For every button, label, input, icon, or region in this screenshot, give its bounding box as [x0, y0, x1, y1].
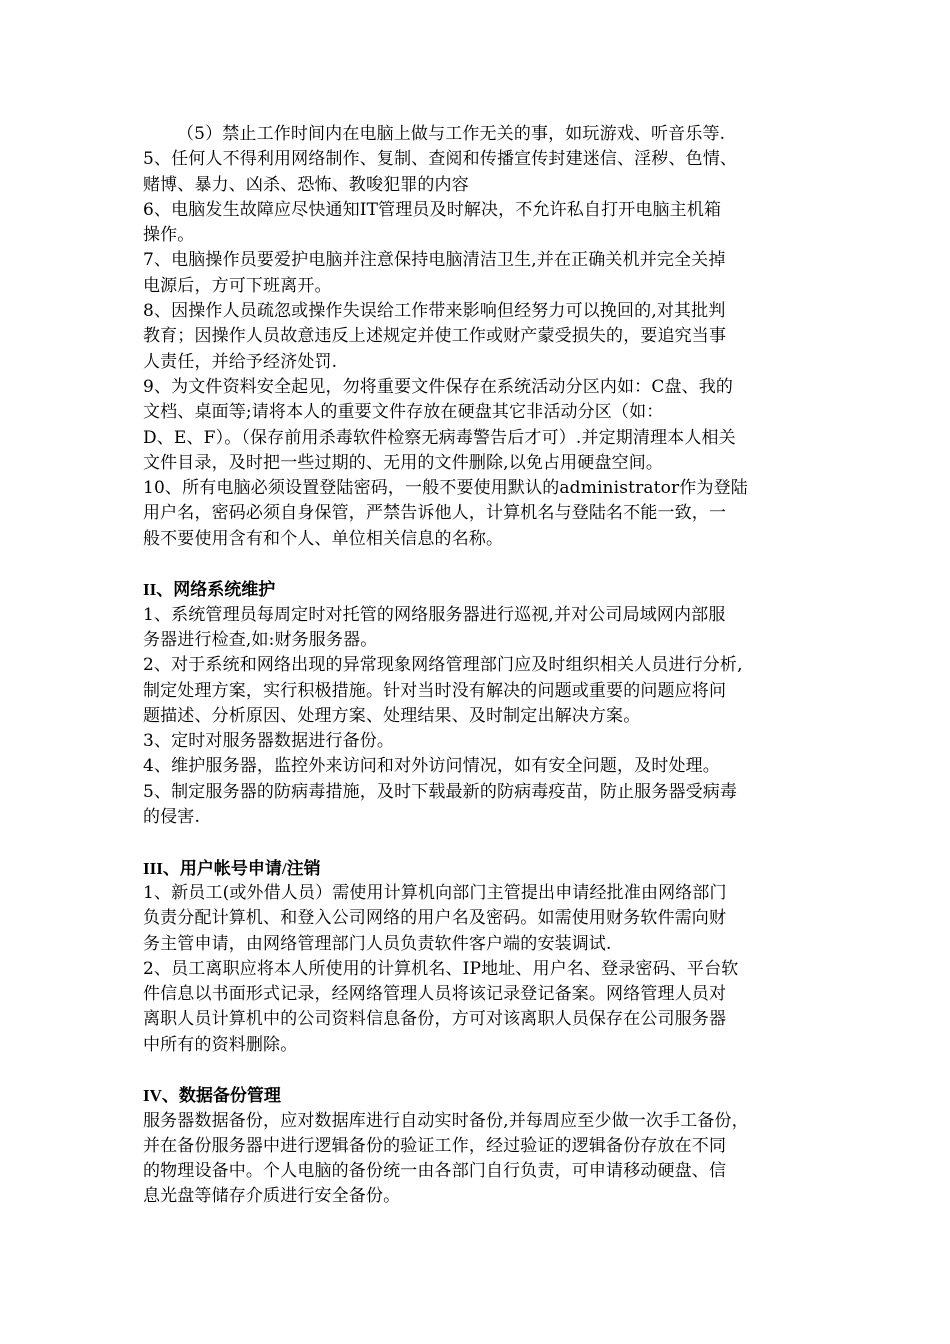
text-line: 中所有的资料删除。 [143, 1034, 298, 1055]
text-line: 人责任，并给予经济处罚. [143, 351, 338, 372]
document-page [143, 122, 813, 1210]
text-line: 10、所有电脑必须设置登陆密码，一般不要使用默认的administrator作为登陆 [143, 478, 748, 499]
text-line: 务器进行检查,如:财务服务器。 [143, 629, 378, 650]
text-line: 题描述、分析原因、处理方案、处理结果、及时制定出解决方案。 [143, 705, 641, 726]
text-line: 5、任何人不得利用网络制作、复制、查阅和传播宣传封建迷信、淫秽、色情、 [143, 149, 738, 170]
text-line: 赌博、暴力、凶杀、恐怖、教唆犯罪的内容 [143, 174, 469, 195]
section-heading: IV、数据备份管理 [143, 1086, 281, 1106]
section-data-backup [143, 1083, 813, 1209]
text-line: 教育；因操作人员故意违反上述规定并使工作或财产蒙受损失的，要追究当事 [143, 326, 727, 347]
text-line: 2、员工离职应将本人所使用的计算机名、IP地址、用户名、登录密码、平台软 [143, 958, 739, 979]
text-line: 3、定时对服务器数据进行备份。 [143, 731, 395, 752]
text-line: 息光盘等储存介质进行安全备份。 [143, 1186, 401, 1207]
text-line: 负责分配计算机、和登入公司网络的用户名及密码。如需使用财务软件需向财 [143, 908, 727, 929]
text-line: 电源后，方可下班离开。 [143, 275, 332, 296]
text-line: 并在备份服务器中进行逻辑备份的验证工作，经过验证的逻辑备份存放在不同 [143, 1135, 727, 1156]
text-line: 6、电脑发生故障应尽快通知IT管理员及时解决，不允许私自打开电脑主机箱 [143, 199, 722, 220]
text-line: 制定处理方案，实行积极措施。针对当时没有解决的问题或重要的问题应将问 [143, 680, 727, 701]
text-line: 5、制定服务器的防病毒措施，及时下载最新的防病毒疫苗，防止服务器受病毒 [143, 781, 738, 802]
text-line: 务主管申请，由网络管理部门人员负责软件客户端的安装调试. [143, 933, 612, 954]
text-line: 1、新员工(或外借人员）需使用计算机向部门主管提出申请经批准由网络部门 [143, 882, 727, 903]
text-line: 4、维护服务器，监控外来访问和对外访问情况，如有安全问题，及时处理。 [143, 756, 720, 777]
text-line: 用户名，密码必须自身保管，严禁告诉他人，计算机名与登陆名不能一致，一 [143, 503, 727, 524]
text-line: 操作。 [143, 225, 195, 246]
paragraph-spacer [143, 1058, 813, 1083]
text-line: （5）禁止工作时间内在电脑上做与工作无关的事，如玩游戏、听音乐等. [177, 124, 726, 144]
text-line: 1、系统管理员每周定时对托管的网络服务器进行巡视,并对公司局域网内部服 [143, 604, 726, 625]
paragraph-spacer [143, 830, 813, 855]
section-heading: III、用户帐号申请/注销 [143, 858, 321, 878]
text-line: 服务器数据备份，应对数据库进行自动实时备份,并每周应至少做一次手工备份， [143, 1110, 749, 1131]
text-line: 的物理设备中。个人电脑的备份统一由各部门自行负责，可申请移动硬盘、信 [143, 1161, 727, 1182]
text-line: 8、因操作人员疏忽或操作失误给工作带来影响但经努力可以挽回的,对其批判 [143, 301, 726, 322]
text-line: 般不要使用含有和个人、单位相关信息的名称。 [143, 528, 504, 549]
text-line: D、E、F）。（保存前用杀毒软件检察无病毒警告后才可）.并定期清理本人相关 [143, 427, 736, 448]
section-network-maintenance [143, 577, 813, 830]
text-line: 文件目录，及时把一些过期的、无用的文件删除,以免占用硬盘空间。 [143, 452, 664, 473]
text-line: 件信息以书面形式记录，经网络管理人员将该记录登记备案。网络管理人员对 [143, 984, 727, 1005]
text-line: 文档、桌面等;请将本人的重要文件存放在硬盘其它非活动分区（如： [143, 402, 664, 423]
section-heading: II、网络系统维护 [143, 580, 276, 600]
text-line: 2、对于系统和网络出现的异常现象网络管理部门应及时组织相关人员进行分析, [143, 655, 743, 676]
section-intro [143, 122, 813, 552]
text-line: 离职人员计算机中的公司资料信息备份，方可对该离职人员保存在公司服务器 [143, 1009, 727, 1030]
section-user-accounts [143, 856, 813, 1058]
text-line: 9、为文件资料安全起见，勿将重要文件保存在系统活动分区内如：C盘、我的 [143, 376, 734, 397]
paragraph-spacer [143, 552, 813, 577]
text-line: 的侵害. [143, 807, 201, 828]
text-line: 7、电脑操作员要爱护电脑并注意保持电脑清洁卫生,并在正确关机并完全关掉 [143, 250, 726, 271]
